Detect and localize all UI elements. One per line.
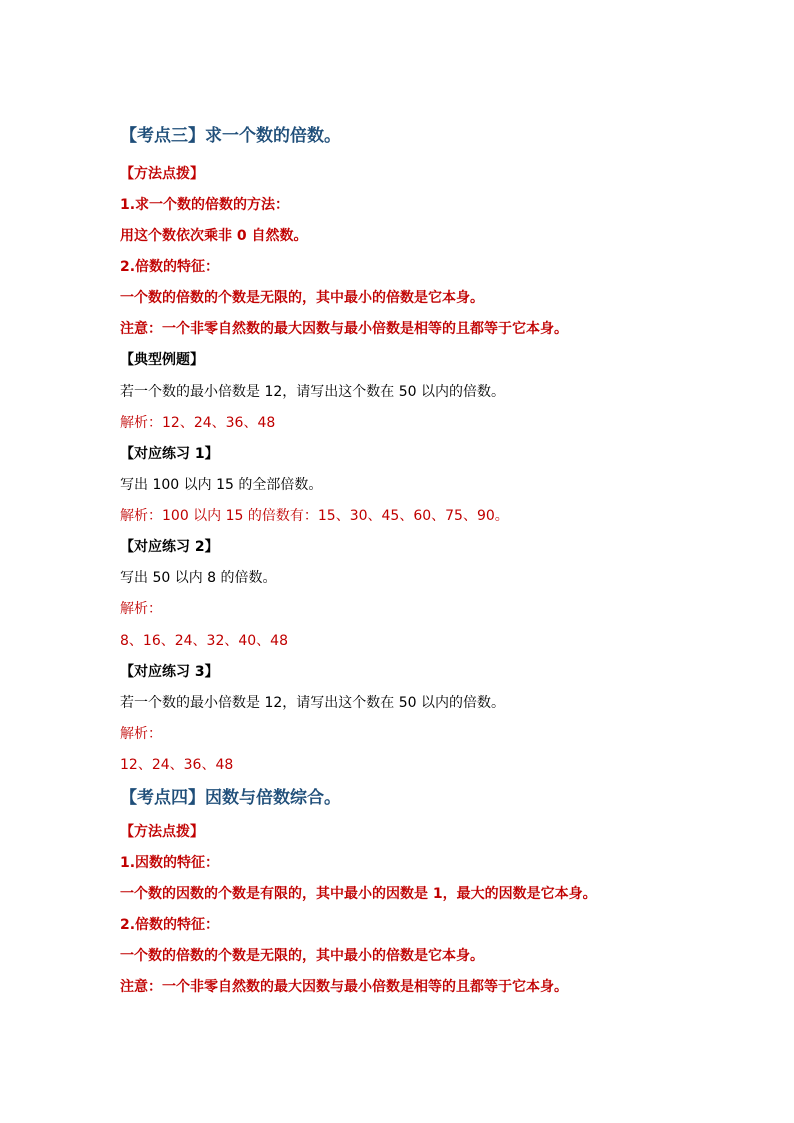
exercise1-answer: 解析：100 以内 15 的倍数有：15、30、45、60、75、90。 [120,508,509,524]
exercise3-title: 【对应练习 3】 [120,664,219,680]
section4-point2-text: 一个数的倍数的个数是无限的，其中最小的倍数是它本身。 [120,948,484,964]
exercise3-answer-label: 解析： [120,726,162,742]
exercise1-question: 写出 100 以内 15 的全部倍数。 [120,477,323,493]
section3-point1-title: 1.求一个数的倍数的方法： [120,197,290,213]
exercise2-answer-label: 解析： [120,601,162,617]
section4-method-title: 【方法点拨】 [120,824,204,840]
section3-heading: 【考点三】求一个数的倍数。 [120,126,341,146]
exercise3-question: 若一个数的最小倍数是 12，请写出这个数在 50 以内的倍数。 [120,695,505,711]
section4-heading: 【考点四】因数与倍数综合。 [120,788,341,808]
section4-point1-text: 一个数的因数的个数是有限的，其中最小的因数是 1，最大的因数是它本身。 [120,886,597,902]
section3-point1-text: 用这个数依次乘非 0 自然数。 [120,228,308,244]
section4-point2-title: 2.倍数的特征： [120,917,220,933]
exercise3-answer: 12、24、36、48 [120,757,234,773]
exercise2-title: 【对应练习 2】 [120,539,219,555]
example-title: 【典型例题】 [120,352,204,368]
example-answer: 解析：12、24、36、48 [120,415,276,431]
section4-note: 注意：一个非零自然数的最大因数与最小倍数是相等的且都等于它本身。 [120,979,568,995]
example-question: 若一个数的最小倍数是 12，请写出这个数在 50 以内的倍数。 [120,384,505,400]
section4-point1-title: 1.因数的特征： [120,855,220,871]
exercise2-question: 写出 50 以内 8 的倍数。 [120,570,277,586]
exercise1-title: 【对应练习 1】 [120,446,219,462]
section3-method-title: 【方法点拨】 [120,166,204,182]
section3-point2-title: 2.倍数的特征： [120,259,220,275]
section3-note: 注意：一个非零自然数的最大因数与最小倍数是相等的且都等于它本身。 [120,321,568,337]
exercise2-answer: 8、16、24、32、40、48 [120,633,288,649]
section3-point2-text: 一个数的倍数的个数是无限的，其中最小的倍数是它本身。 [120,290,484,306]
